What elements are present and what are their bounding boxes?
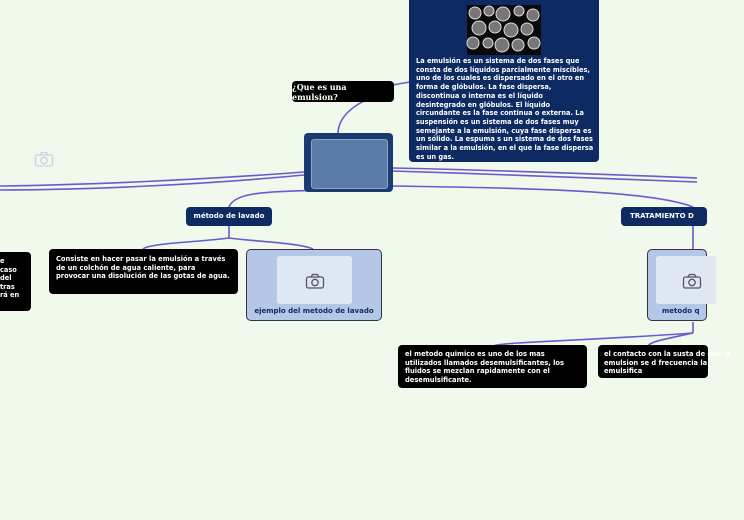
lavado-branch-node[interactable]: [186, 207, 272, 226]
left-partial-line: e: [0, 257, 5, 265]
metodo-card-label: metodo q: [662, 307, 700, 315]
camera-icon: [305, 273, 325, 289]
central-image-placeholder: [311, 139, 388, 189]
contact-node[interactable]: [598, 345, 731, 378]
lavado-description: Consiste en hacer pasar la emulsión a través de un colchón de agua caliente, para provocar una disolución de las gotas de agua.: [56, 255, 230, 281]
chemical-method-node[interactable]: [398, 345, 587, 388]
question-label: ¿Que es una emulsion?: [292, 81, 347, 102]
bubbles-photo: [467, 5, 541, 55]
left-partial-line: caso: [0, 265, 17, 274]
left-partial-line: del: [0, 274, 12, 283]
question-node[interactable]: [292, 81, 394, 102]
definition-node[interactable]: [409, 0, 599, 162]
contact-text: el contacto con la susta de que la emulsion se d frecuencia la emulsifica: [604, 350, 731, 376]
left-partial-node[interactable]: [0, 252, 31, 311]
left-partial-line: rá en: [0, 291, 20, 300]
lavado-label: método de lavado: [193, 211, 265, 220]
tratamiento-branch-node[interactable]: [621, 207, 707, 226]
left-partial-line: tras: [0, 282, 15, 291]
metodo-image-placeholder: [656, 256, 716, 304]
definition-text: La emulsión es un sistema de dos fases que consta de dos líquidos parcialmente miscibles, uno de los cuales es dispersado en el otro en forma de glóbulos. La fase dispersa, discontinua o interna es el líquido desintegrado en glóbulos. El líquido circundante es la fase continua o externa. La suspensión es un sistema de dos fases muy semejante a la emulsión, cuya fase dispersa es un sólido. La espuma s un sistema de dos fases similar a la emulsión, en el que la fase dispersa es un gas.: [416, 57, 594, 161]
lavado-example-card[interactable]: [246, 249, 382, 321]
metodo-quimico-card[interactable]: [647, 249, 707, 321]
example-card-label: ejemplo del metodo de lavado: [254, 307, 374, 315]
example-image-placeholder: [277, 256, 352, 304]
tratamiento-label: TRATAMIENTO D: [630, 211, 694, 220]
camera-icon: [682, 273, 702, 289]
central-topic-node[interactable]: [304, 133, 393, 192]
camera-icon: [34, 151, 54, 167]
lavado-description-node[interactable]: [49, 249, 238, 294]
chemical-method-text: el metodo quimico es uno de los mas utilizados llamados desemulsificantes, los fluidos se mezclan rapidamente con el desemulsificante.: [405, 350, 564, 385]
